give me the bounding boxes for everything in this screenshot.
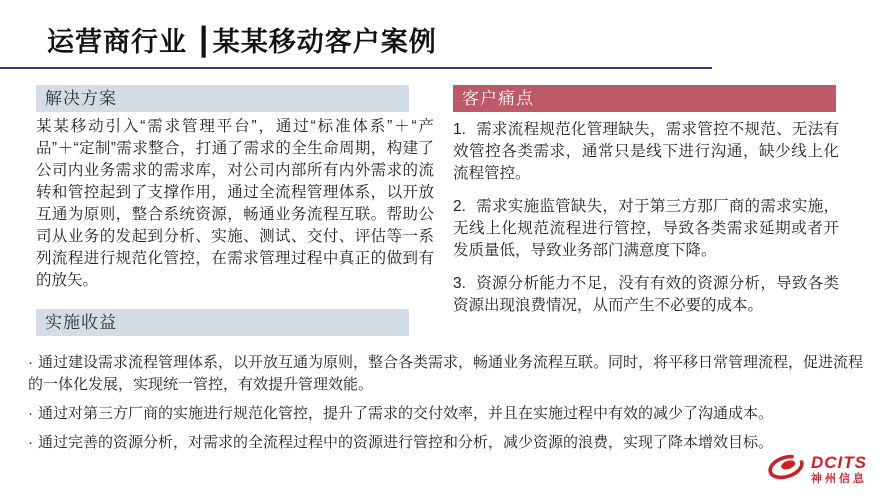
benefit-text: 通过对第三方厂商的实施进行规范化管控，提升了需求的交付效率，并且在实施过程中有效的减少了沟通成本。 [38,405,774,422]
pain-item-number: 3. [453,275,466,292]
solution-body: 某某移动引入“需求管理平台”，通过“标准体系”＋“产品”＋“定制”需求整合，打通了需求的全生命周期，构建了公司内业务需求的需求库，对公司内部所有内外需求的流转和管控起到了支撑作用，通过全流程管理体系，以开放互通为原则，整合系统资源，畅通业务流程互联。帮助公司从业务的发起到分析、实施、测试、交付、评估等一系列流程进行规范化管控，在需求管理过程中真正的做到有的放矢。 [36,118,434,289]
benefits-list [28,352,874,461]
benefit-item [28,432,874,454]
bullet-icon: · [28,354,33,371]
benefits-header: 实施收益 [36,309,409,336]
pain-item-text: 资源分析能力不足，没有有效的资源分析，导致各类资源出现浪费情况，从而产生不必要的成本。 [453,275,839,314]
title-divider [0,67,712,69]
dcits-logo [766,452,867,487]
pain-item-text: 需求实施监管缺失，对于第三方那厂商的需求实施，无线上化规范流程进行管控，导致各类需求延期或者开发质量低，导致业务部门满意度下降。 [453,198,839,259]
pain-points-list [453,119,839,328]
logo-company: 神州信息 [811,473,867,485]
pain-points-header: 客户痛点 [453,85,836,112]
logo-brand: DCITS [811,453,867,472]
bullet-icon: · [28,405,33,422]
bullet-icon: · [28,434,33,451]
benefit-text: 通过完善的资源分析，对需求的全流程过程中的资源进行管控和分析，减少资源的浪费，实现了降本增效目标。 [38,434,774,451]
pain-item [453,119,839,185]
benefit-item [28,352,874,396]
logo-text [811,454,867,485]
solution-header: 解决方案 [36,85,409,112]
pain-item-text: 需求流程规范化管理缺失，需求管控不规范、无法有效管控各类需求，通常只是线下进行沟通，缺少线上化流程管控。 [453,121,839,182]
benefit-text: 通过建设需求流程管理体系，以开放互通为原则，整合各类需求，畅通业务流程互联。同时，将平移日常管理流程，促进流程的一体化发展，实现统一管控，有效提升管理效能。 [28,354,864,393]
page-title: 运营商行业 ┃某某移动客户案例 [47,27,437,57]
pain-item-number: 1. [453,121,466,138]
logo-swirl-icon [766,452,806,487]
pain-item [453,273,839,317]
pain-item [453,196,839,262]
benefit-item [28,403,874,425]
pain-item-number: 2. [453,198,466,215]
